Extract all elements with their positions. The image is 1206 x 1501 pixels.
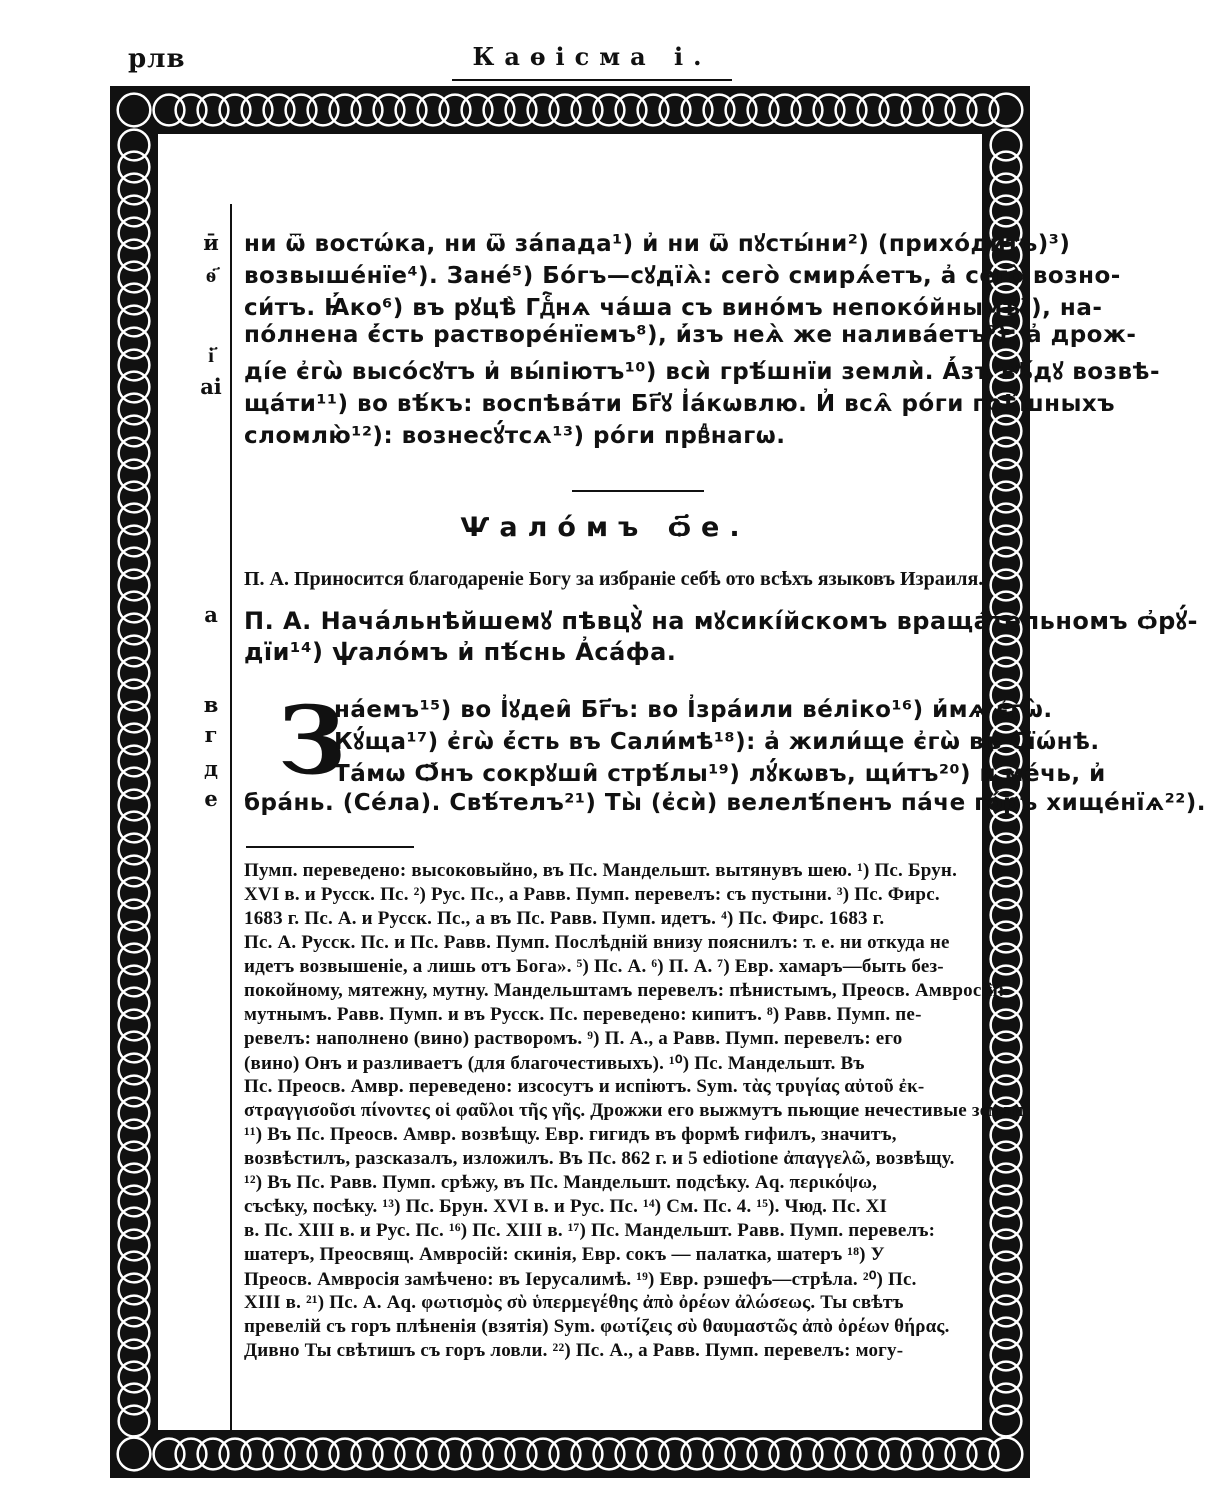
footnote-line: Пумп. переведено: высоковыйно, въ Пс. Мандельшт. вытянувъ шею. ¹) Пс. Брун.: [244, 860, 958, 881]
verse-number: д: [204, 756, 218, 781]
psalm-line: ща́ти¹¹) во вѣ́къ: воспѣва́ти Бг҃ꙋ І҆а́кѡвлю. И҆ всѧ̑ ро́ги грѣ́шныхъ: [244, 391, 1115, 417]
footnote-line: шатеръ, Преосвящ. Амвросій: скинія, Евр. сокъ — палатка, шатеръ ¹⁸) У: [244, 1244, 885, 1265]
footnote-line: съсѣку, посѣку. ¹³) Пс. Брун. XVI в. и Рус. Пс. ¹⁴) См. Пс. 4. ¹⁵). Чюд. Пс. XI: [244, 1196, 888, 1217]
corner-knot: [118, 1438, 151, 1471]
running-head: Каѳісма і.: [452, 42, 732, 81]
psalm-line: возвыше́нїе⁴). Зане́⁵) Бо́гъ—сꙋдїѧ̀: сего̀ смирѧ́етъ, а҆ сего̀ возно-: [244, 263, 1121, 289]
verse-number: а: [204, 602, 218, 627]
footnote-line: Дивно Ты свѣтишъ съ горъ ловли. ²²) Пс. А., а Равв. Пумп. перевелъ: могу-: [244, 1340, 904, 1361]
verse-number: ѳ҃: [205, 262, 217, 287]
main-text: [244, 134, 1206, 1430]
footnote-line: идетъ возвышеніе, а лишь отъ Бога». ⁵) Пс. А. ⁶) П. А. ⁷) Евр. хамаръ—быть без-: [244, 956, 944, 977]
psalm-line: бра́нь. (Се́ла). Свѣ́телъ²¹) Ты̀ (є҆сѝ) велелѣ́пенъ па́че го́ръ хище́нїѧ²²).: [244, 790, 1206, 816]
margin-verse-numbers: [186, 134, 222, 1430]
ornamental-frame: [110, 86, 1206, 1478]
footnote-line: покойному, мятежну, мутну. Мандельштамъ перевелъ: пѣнистымъ, Преосв. Амвросій:: [244, 980, 1005, 1001]
footnote-line: ¹²) Въ Пс. Равв. Пумп. срѣжу, въ Пс. Мандельшт. подсѣку. Aq. περικόψω,: [244, 1172, 878, 1193]
verse-number: аі: [200, 374, 222, 399]
footnote-line: возвѣстилъ, разсказалъ, изложилъ. Въ Пс. 862 г. и 5 ediotione ἀπαγγελῶ, возвѣщу.: [244, 1148, 955, 1169]
footnote-separator: [246, 846, 414, 848]
verse-number: і҃: [208, 342, 214, 367]
psalm-line: Кꙋ́ща¹⁷) є҆гѡ̀ є҆́сть въ Сали́мѣ¹⁸): а҆ жили́ще є҆гѡ̀ въ Сїѡ́нѣ.: [334, 729, 1100, 755]
footnote-line: Пс. Преосв. Амвр. переведено: изсосутъ и испіютъ. Sym. τὰς τρυγίας αὐτοῦ ἐκ-: [244, 1076, 925, 1097]
footnote-line: XIII в. ²¹) Пс. А. Aq. φωτισμὸς σὺ ὑπερμεγέθης ἀπὸ ὀρέων ἀλώσεως. Ты свѣтъ: [244, 1292, 904, 1313]
psalm-line: ни ѿ востѡ́ка, ни ѿ за́пада¹) и҆ ни ѿ пꙋсты́ни²) (прихо́дитъ)³): [244, 231, 1071, 257]
page-body: [158, 134, 1206, 1430]
corner-knot: [118, 94, 151, 127]
psalm-line: си́тъ. Ꙗ҆́ко⁶) въ рꙋцѣ̀ Гдⷭ҇нѧ ча́ша съ вино́мъ непоко́йнымъ⁷), на-: [244, 295, 1103, 321]
psalm-line: Та́мѡ Ѻ҆́нъ сокрꙋши̑ стрѣ́лы¹⁹) лꙋ́кѡвъ, щи́тъ²⁰) и҆ ме́чь, и҆: [334, 761, 1106, 787]
psalm-title: Ѱало́мъ ѻ҃е.: [460, 512, 750, 543]
superscription-line: дїи¹⁴) ѱало́мъ и҆ пѣ́снь А҆са́фа.: [244, 638, 677, 666]
footnote-line: в. Пс. XIII в. и Рус. Пс. ¹⁶) Пс. XIII в. ¹⁷) Пс. Мандельшт. Равв. Пумп. перевелъ:: [244, 1220, 936, 1241]
footnote-line: Преосв. Амвросія замѣчено: въ Іерусалимѣ. ¹⁹) Евр. рэшефъ—стрѣла. ²⁰) Пс.: [244, 1269, 917, 1290]
psalm-line: по́лнена є҆́сть растворе́нїемъ⁸), и҆́зъ неѧ̀ же налива́етъ⁹): а҆ дрож-: [244, 322, 1137, 348]
psalm-summary: П. А. Приносится благодареніе Богу за избраніе себѣ ото всѣхъ языковъ Израиля.: [244, 568, 984, 590]
verse-number: г: [204, 722, 218, 747]
footnote-line: (вино) Онъ и разливаетъ (для благочестивыхъ). ¹⁰) Пс. Мандельшт. Въ: [244, 1053, 865, 1074]
braid-loop: [991, 1406, 1022, 1437]
page-number: рлв: [128, 44, 186, 74]
footnote-line: XVI в. и Русск. Пс. ²) Рус. Пс., а Равв. Пумп. перевелъ: съ пустыни. ³) Пс. Фирс.: [244, 884, 940, 905]
verse-number: ӣ: [203, 230, 219, 255]
section-separator: [572, 490, 704, 492]
braid-loop: [119, 1406, 150, 1437]
margin-rule: [230, 204, 232, 1430]
initial-letter: З: [278, 686, 346, 796]
footnote-line: превелій съ горъ плѣненія (взятія) Sym. φωτίζεις σὺ θαυμαστῶς ἀπὸ ὀρέων θήρας.: [244, 1316, 950, 1337]
psalm-line: ді́е є҆гѡ̀ высо́сꙋтъ и҆ вы́піютъ¹⁰) всѝ грѣ́шнїи землѝ. А҆́зъ вѣ́дꙋ возвѣ-: [244, 359, 1160, 385]
verse-number: в: [203, 692, 219, 717]
psalm-line: сломлю̀¹²): вознесꙋ́тсѧ¹³) ро́ги првⷣнагѡ.: [244, 423, 786, 449]
footnote-line: 1683 г. Пс. А. и Русск. Пс., а въ Пс. Равв. Пумп. идетъ. ⁴) Пс. Фирс. 1683 г.: [244, 908, 885, 929]
corner-knot: [990, 94, 1023, 127]
footnote-line: στραγγισοῦσι πίνοντες οἱ φαῦλοι τῆς γῆς. Дрожжи его выжмутъ пьющие нечестивые земли.: [244, 1100, 1029, 1121]
footnote-line: ¹¹) Въ Пс. Преосв. Амвр. возвѣщу. Евр. гигидъ въ формѣ гифилъ, значитъ,: [244, 1124, 897, 1145]
footnote-line: ревелъ: наполнено (вино) растворомъ. ⁹) П. А., а Равв. Пумп. перевелъ: его: [244, 1028, 903, 1049]
psalm-line: на́емъ¹⁵) во І҆ꙋдеи̑ Бг҃ъ: во І҆зра́или ве́ліко¹⁶) и҆́мѧ є҆гѡ̀.: [334, 697, 1053, 723]
superscription-line: П. А. Нача́льнѣйшемꙋ пѣвцꙋ̀ на мꙋсикі́йскомъ враща́тельномъ ѻ҆рꙋ́-: [244, 607, 1199, 635]
corner-knot: [990, 1438, 1023, 1471]
verse-number: е: [204, 786, 218, 811]
footnote-line: Пс. А. Русск. Пс. и Пс. Равв. Пумп. Послѣдній внизу пояснилъ: т. е. ни откуда не: [244, 932, 950, 953]
footnote-line: мутнымъ. Равв. Пумп. и въ Русск. Пс. переведено: кипитъ. ⁸) Равв. Пумп. пе-: [244, 1004, 922, 1025]
